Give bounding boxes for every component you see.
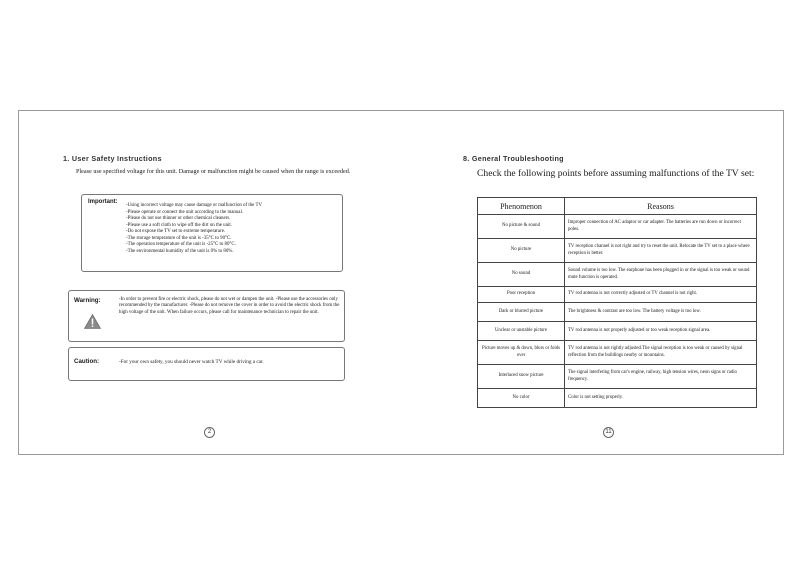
reasons-cell: The signal interfering from car's engine, railway, high tension wires, neon signs or radio frequency. [565,365,757,389]
caution-text: -For your own safety, you should never watch TV while driving a car. [119,359,264,365]
left-page [19,111,402,454]
important-item: -Please use a soft cloth to wipe off the dirt on the unit. [126,222,232,228]
table-row [478,389,757,408]
phenomenon-cell: Interlaced snow picture [478,365,565,389]
phenomenon-header: Phenomenon [478,198,565,215]
caution-box [68,347,345,381]
reasons-cell: Improper connection of AC adaptor or car adapter. The batteries are run down or incorrect poles. [565,215,757,239]
right-page [402,111,785,454]
important-label: Important: [88,199,118,205]
important-item: -The operation temperature of the unit is -25°C to 80°C. [126,242,236,247]
table-row [478,322,757,341]
reasons-header: Reasons [565,198,757,215]
troubleshooting-intro: Check the following points before assuming malfunctions of the TV set: [477,168,755,179]
important-item: -The storage temperature of the unit is -35°C to 90°C. [126,235,232,241]
table-row [478,263,757,287]
important-box [81,194,343,272]
important-item: -Using incorrect voltage may cause damage or malfunction of the TV [126,203,262,208]
table-row [478,215,757,239]
manual-spread [18,110,784,455]
reasons-cell: The brightness & contrast are too low. The battery voltage is too low. [565,303,757,322]
warning-text: -In order to prevent fire or electric shock, please do not wet or dampen the unit. -Please use the accessories only recommended by the manufacturer. -Please do not remove the cover in order to avoid the electric shock from the high voltage of the unit. When failure occurs, please call for maintenance technician to repair the unit. [119,297,340,315]
safety-heading: 1. User Safety Instructions [63,154,162,163]
reasons-cell: TV rod antenna is not rightly adjusted.The signal reception is too weak or caused by signal reflection from the buildings nearby or mountains. [565,341,757,365]
important-item: -Please operate or connect the unit according to the manual. [126,209,244,215]
phenomenon-cell: Picture moves up & down, blurs or folds over [478,341,565,365]
phenomenon-cell: Poor reception [478,287,565,303]
page-number: 2 [204,427,215,438]
reasons-cell: Color is not setting properly. [565,389,757,408]
table-row [478,303,757,322]
troubleshooting-table [477,197,757,408]
phenomenon-cell: No picture [478,239,565,263]
table-header-row [478,198,757,215]
important-list [126,203,262,255]
table-row [478,239,757,263]
reasons-cell: TV reception channel is not right and try to reset the unit. Relocate the TV set to a place where reception is better. [565,239,757,263]
warning-label: Warning: [74,297,101,304]
troubleshooting-heading: 8. General Troubleshooting [463,154,564,163]
reasons-cell: Sound volume is too low. The earphone has been plugged in or the signal is too weak or sound mute function is operated. [565,263,757,287]
table-row [478,365,757,389]
warning-triangle-icon [84,314,101,329]
table-row [478,287,757,303]
phenomenon-cell: No color [478,389,565,408]
phenomenon-cell: No picture & sound [478,215,565,239]
phenomenon-cell: Unclear or unstable picture [478,322,565,341]
safety-intro: Please use specified voltage for this unit. Damage or malfunction might be caused when the range is exceeded. [76,168,351,175]
important-item: -Do not expose the TV set to extreme temperature. [126,229,226,234]
reasons-cell: TV rod antenna is not properly adjusted or too weak reception signal area. [565,322,757,341]
important-item: -The environmental humidity of the unit is 0% to 80%. [126,248,234,254]
warning-box [68,290,345,342]
phenomenon-cell: Dark or blurred picture [478,303,565,322]
important-item: -Please do not use thinner or other chemical cleaners. [126,216,231,221]
reasons-cell: TV rod antenna is not correctly adjusted or TV channel is not right. [565,287,757,303]
phenomenon-cell: No sound [478,263,565,287]
page-number: 11 [603,427,614,438]
table-row [478,341,757,365]
caution-label: Caution: [74,358,100,365]
